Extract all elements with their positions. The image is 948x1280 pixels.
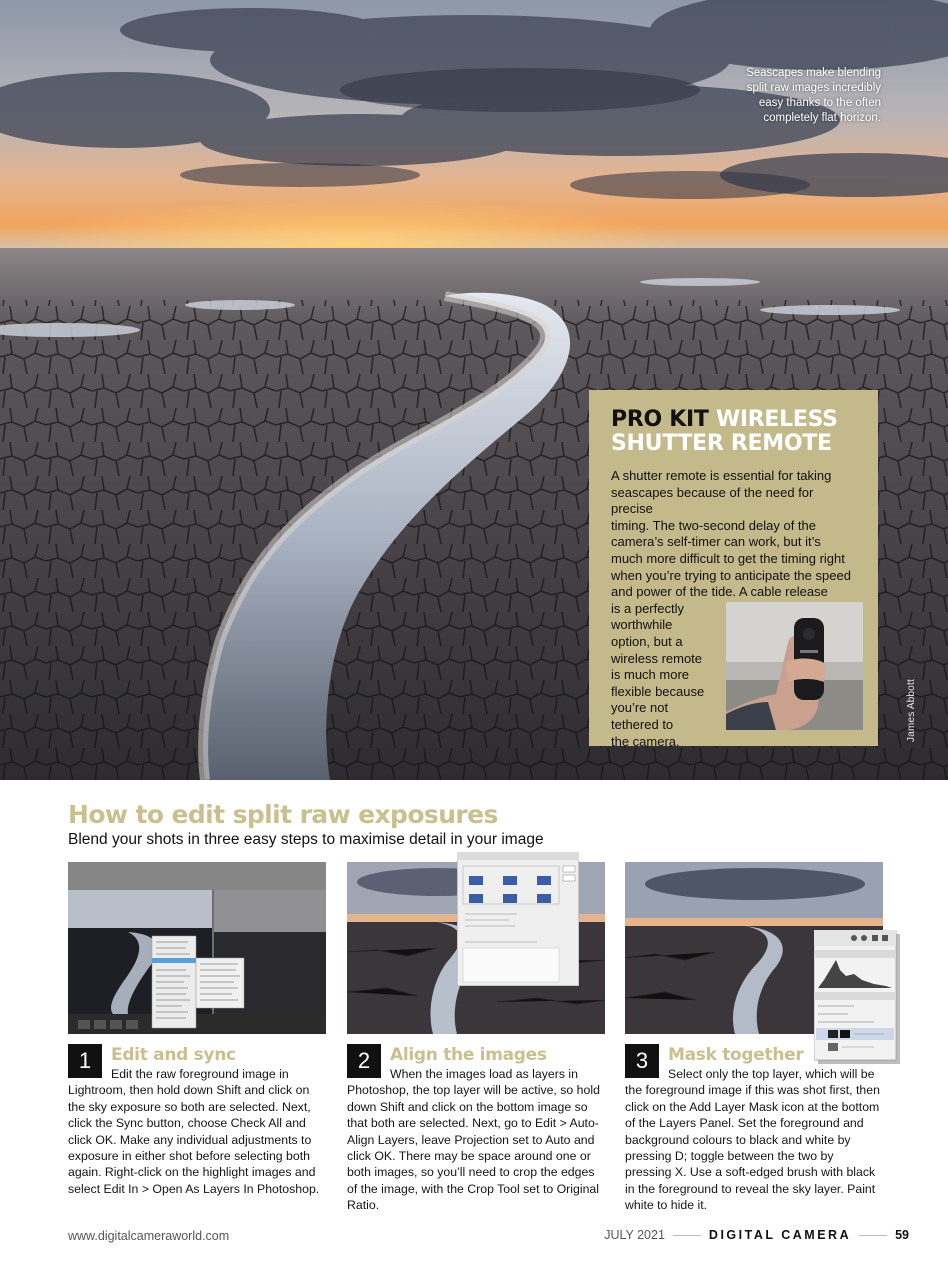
pro-kit-line: is much more bbox=[611, 667, 690, 683]
step-2-body: When the images load as layers in Photoshop, the top layer will be active, so hold down Shift and click on the bottom image so that both are selected. Next, go to Edit > Auto-Align Layers, leave Projection set to Auto and click OK. There may be space around one or both images, so you’ll need to crop the edges of the image, with the Crop Tool set to Original Ratio. bbox=[347, 1067, 600, 1213]
step-1-header bbox=[68, 1044, 326, 1078]
footer-date: JULY 2021 bbox=[604, 1228, 665, 1242]
feature-subtitle: Blend your shots in three easy steps to maximise detail in your image bbox=[68, 831, 544, 848]
step-1-title: Edit and sync bbox=[111, 1045, 236, 1065]
step-3-number: 3 bbox=[625, 1044, 659, 1078]
pro-kit-heading: WIRELESS SHUTTER REMOTE bbox=[611, 407, 838, 456]
footer-magazine: DIGITAL CAMERA bbox=[708, 1228, 852, 1242]
step-2-header bbox=[347, 1044, 605, 1078]
footer-divider bbox=[859, 1235, 887, 1236]
step-2 bbox=[347, 862, 605, 1214]
step-1-screenshot bbox=[68, 862, 326, 1034]
pro-kit-line: tethered to bbox=[611, 716, 674, 732]
pro-kit-line: flexible because bbox=[611, 683, 705, 699]
step-2-number: 2 bbox=[347, 1044, 381, 1078]
pro-kit-line: timing. The two-second delay of the bbox=[611, 517, 816, 533]
step-3-title: Mask together bbox=[668, 1045, 804, 1065]
step-2-screenshot bbox=[347, 862, 605, 1034]
pro-kit-line: seascapes because of the need for precise bbox=[611, 484, 814, 517]
footer-url[interactable]: www.digitalcameraworld.com bbox=[68, 1229, 230, 1243]
footer-folio bbox=[604, 1228, 909, 1242]
step-3-body: Select only the top layer, which will be the foreground image if this was shot first, then click on the Add Layer Mask icon at the bottom of the Layers Panel. Set the foreground and background colours to black and white by pressing D; toggle between the two by pressing X. Use a soft-edged brush with black in the foreground to reveal the sky layer. Paint white to hide it. bbox=[625, 1067, 880, 1213]
step-2-title: Align the images bbox=[390, 1045, 547, 1065]
pro-kit-kicker: PRO KIT bbox=[611, 407, 709, 432]
pro-kit-line: A shutter remote is essential for taking bbox=[611, 468, 832, 483]
pro-kit-line: wireless remote bbox=[611, 650, 703, 666]
pro-kit-title bbox=[611, 408, 857, 456]
pro-kit-panel bbox=[589, 390, 878, 749]
pro-kit-line: worthwhile bbox=[611, 617, 673, 633]
pro-kit-line: you’re not bbox=[611, 700, 669, 716]
step-1 bbox=[68, 862, 326, 1197]
pro-kit-line: when you’re trying to anticipate the speed bbox=[611, 567, 851, 583]
pro-kit-line: the camera. bbox=[611, 733, 680, 749]
shutter-remote-photo bbox=[726, 602, 863, 730]
step-3-header bbox=[625, 1044, 883, 1078]
page-number: 59 bbox=[895, 1228, 909, 1242]
feature-title: How to edit split raw exposures bbox=[68, 800, 498, 829]
pro-kit-line: option, but a bbox=[611, 633, 683, 649]
auto-align-dialog bbox=[457, 852, 579, 986]
step-1-number: 1 bbox=[68, 1044, 102, 1078]
photo-credit: James Abbott bbox=[906, 679, 917, 742]
pro-kit-line: much more difficult to get the timing right bbox=[611, 550, 845, 566]
hero-caption: Seascapes make blending split raw images incredibly easy thanks to the often completely flat horizon. bbox=[746, 67, 881, 124]
footer-divider bbox=[673, 1235, 701, 1236]
step-1-body: Edit the raw foreground image in Lightroom, then hold down Shift and click on the sky exposure so both are selected. Next, click the Sync button, choose Check All and click OK. Make any individual adjustments to exposure in either shot before selecting both again. Right-click on the highlight images and select Edit In > Open As Layers In Photoshop. bbox=[68, 1067, 320, 1196]
step-3 bbox=[625, 862, 883, 1214]
pro-kit-line: and power of the tide. A cable release bbox=[611, 584, 828, 600]
pro-kit-line: camera’s self-timer can work, but it’s bbox=[611, 534, 821, 550]
pro-kit-line: is a perfectly bbox=[611, 600, 684, 616]
step-3-screenshot bbox=[625, 862, 883, 1034]
